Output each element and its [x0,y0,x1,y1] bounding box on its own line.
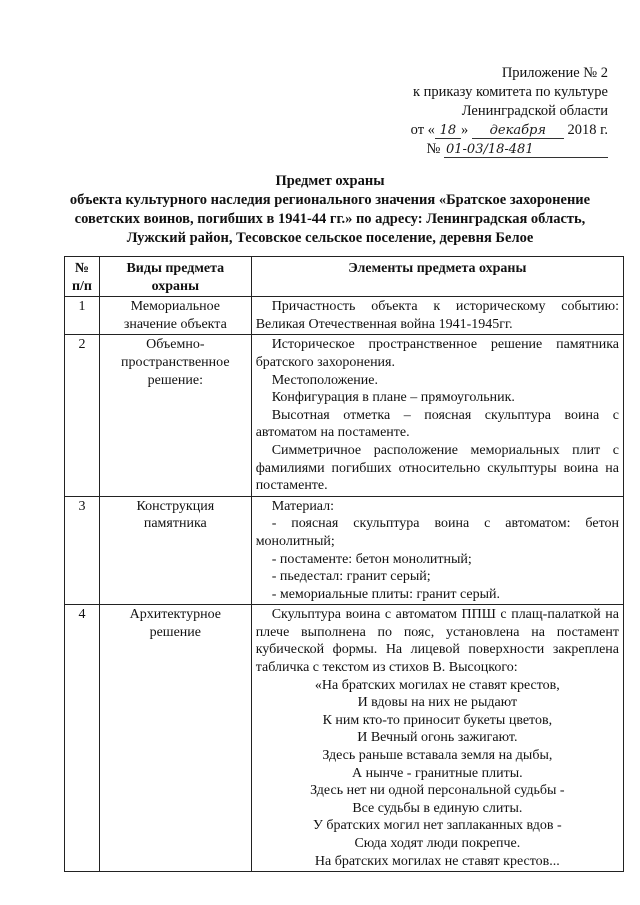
row-kind: Объемно-пространственное решение: [99,335,251,496]
poem-line: Сюда ходят люди покрепче. [354,836,521,851]
poem-line: Здесь раньше вставала земля на дыбы, [322,748,553,764]
row-elements [251,496,623,605]
row-number: 2 [65,335,100,496]
date-year: 2018 г. [567,122,608,138]
poem-line: Все судьбы в единую слиты. [352,800,523,816]
element-paragraph: - поясная скульптура воина с автоматом: бетон монолитный; [255,516,619,549]
table-row [65,496,624,605]
poem-line: А нынче - гранитные плиты. [352,765,523,781]
title-line-1: объекта культурного наследия регионального значения «Братское захоронение [69,192,591,208]
poem-line: «На братских могилах не ставят крестов, [314,677,560,693]
appendix-block [348,64,608,159]
row-number: 4 [65,605,100,872]
element-paragraph: - мемориальные плиты: гранит серый. [271,586,501,602]
table-body [65,297,624,872]
header-elements: Элементы предмета охраны [251,257,623,297]
row-number: 3 [65,496,100,605]
poem-block [256,677,619,871]
element-paragraph: - постаменте: бетон монолитный; [271,551,472,567]
date-month-handwritten: декабря [472,124,564,139]
appendix-region: Ленинградской области [461,103,608,119]
poem-line: К ним кто-то приносит букеты цветов, [322,712,553,728]
row-kind: Мемориальное значение объекта [99,297,251,335]
appendix-order-ref: к приказу комитета по культуре [412,84,608,100]
number-prefix: № [426,141,441,157]
poem-line: Здесь нет ни одной персональной судьбы - [310,783,565,799]
table-row [65,605,624,872]
poem-line: И вдовы на них не рыдают [357,695,518,711]
title-line-2: советских воинов, погибших в 1941-44 гг.» по адресу: Ленинградская область, [74,211,586,227]
date-prefix: от « [410,122,435,138]
row-elements [251,335,623,496]
poem-line: У братских могил нет заплаканных вдов - [312,818,562,834]
title-line-3: Лужский район, Тесовское сельское поселение, деревня Белое [126,230,534,246]
row-elements [251,297,623,335]
title-heading: Предмет охраны [275,173,385,189]
row-number: 1 [65,297,100,335]
document-title [40,172,620,248]
element-paragraph: Местоположение. [271,372,379,388]
poem-line: И Вечный огонь зажигают. [357,730,518,746]
row-kind: Конструкция памятника [99,496,251,605]
protection-table [64,256,624,872]
element-paragraph: Скульптура воина с автоматом ППШ с плащ-палаткой на плече выполнена по пояс, установлена на постамент кубической формы. На лицевой поверхности закреплена табличка с текстом из стихов В. Высоцкого: [255,607,619,676]
element-paragraph: Симметричное расположение мемориальных плит с фамилиями погибших относительно скульптуры воина на постаменте. [255,442,619,494]
appendix-date-line [348,121,608,140]
header-num: № п/п [65,257,100,297]
table-row [65,335,624,496]
element-paragraph: Конфигурация в плане – прямоугольник. [271,390,515,406]
element-paragraph: Материал: [271,498,335,514]
appendix-number-line [348,140,608,159]
table-header-row [65,257,624,297]
element-paragraph: Причастность объекта к историческому событию: Великая Отечественная война 1941-1945гг. [255,299,619,332]
date-day-handwritten: 18 [435,124,461,139]
element-paragraph: - пьедестал: гранит серый; [271,569,431,585]
row-kind: Архитектурное решение [99,605,251,872]
order-number-handwritten: 01-03/18-481 [444,143,608,158]
table-row [65,297,624,335]
element-paragraph: Высотная отметка – поясная скульптура воина с автоматом на постаменте. [255,407,619,441]
appendix-title: Приложение № 2 [501,65,608,81]
row-elements [251,605,623,872]
element-paragraph: Историческое пространственное решение памятника братского захоронения. [255,337,619,370]
poem-line: На братских могилах не ставят крестов... [314,853,560,869]
date-mid: » [460,122,469,138]
header-kind: Виды предмета охраны [99,257,251,297]
